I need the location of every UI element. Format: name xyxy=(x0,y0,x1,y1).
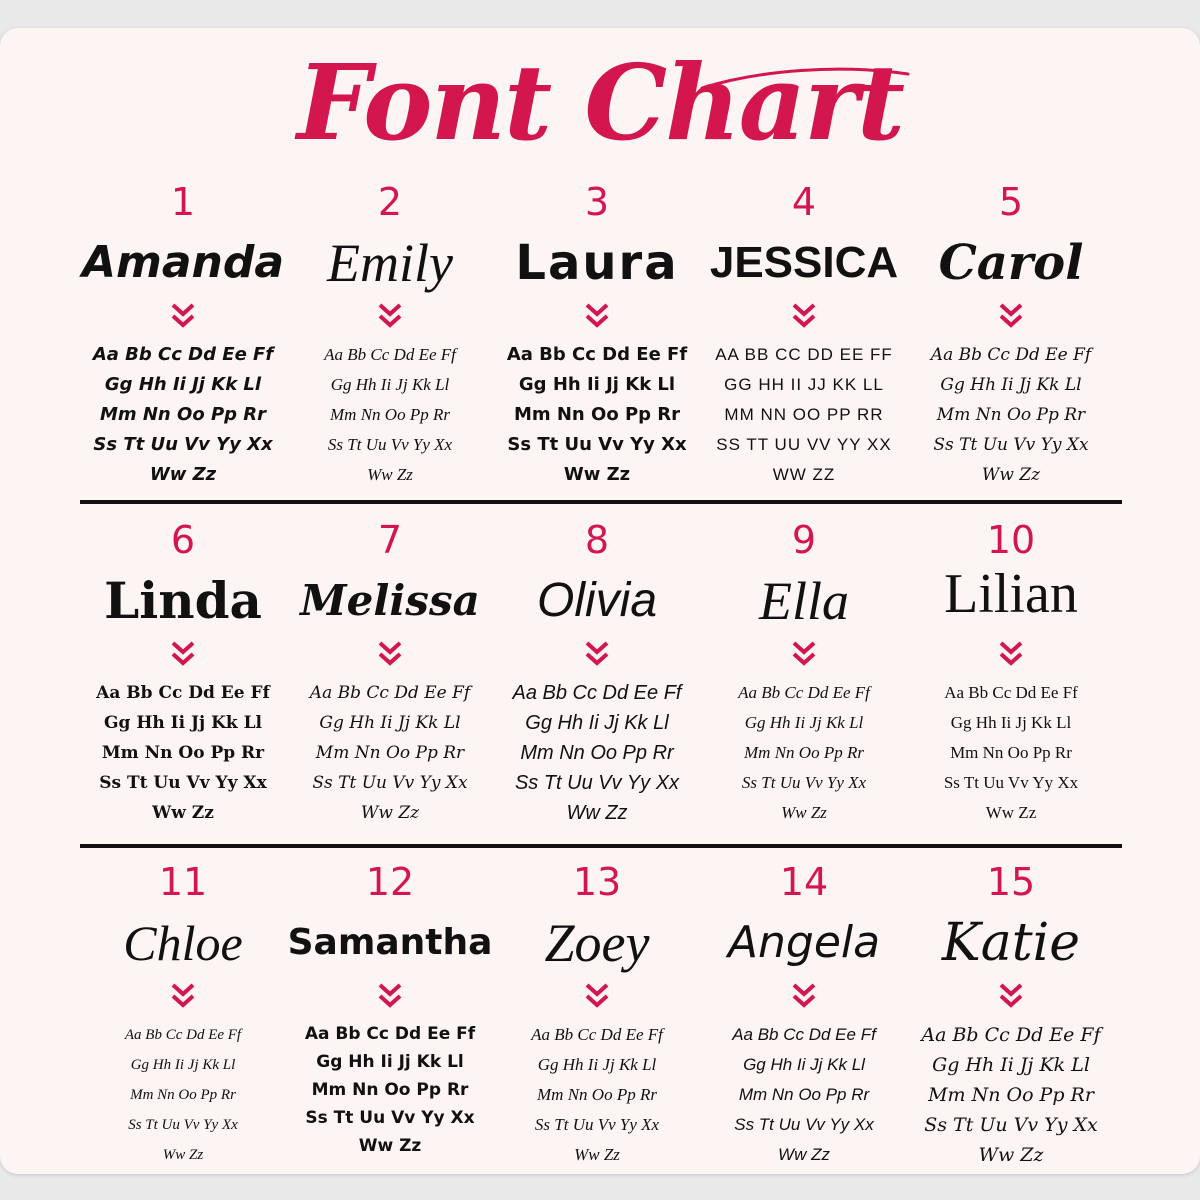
alphabet-line: Gg Hh Ii Jj Kk Ll xyxy=(525,712,669,734)
alphabet-sample xyxy=(908,340,1114,490)
font-number: 13 xyxy=(572,860,622,904)
font-sample-8 xyxy=(494,518,700,838)
double-chevron-down-icon xyxy=(789,982,819,1010)
alphabet-line: Ss Tt Uu Vv Yy Xx xyxy=(933,435,1089,455)
double-chevron-down-icon xyxy=(582,640,612,668)
font-name: Laura xyxy=(515,235,679,291)
alphabet-line: Ss Tt Uu Vv Yy Xx xyxy=(327,435,453,454)
alphabet-line: Ww Zz xyxy=(367,465,413,484)
double-chevron-down-icon xyxy=(789,302,819,330)
font-number: 14 xyxy=(779,860,829,904)
font-number: 4 xyxy=(791,180,817,224)
font-number: 11 xyxy=(158,860,208,904)
font-number: 1 xyxy=(170,180,196,224)
alphabet-line: WW ZZ xyxy=(772,465,836,484)
double-chevron-down-icon xyxy=(375,640,405,668)
alphabet-line: Ww Zz xyxy=(358,1136,422,1156)
alphabet-line: MM NN OO PP RR xyxy=(724,405,884,424)
font-sample-7 xyxy=(287,518,493,838)
alphabet-line: Mm Nn Oo Pp Rr xyxy=(130,1087,236,1103)
alphabet-line: Mm Nn Oo Pp Rr xyxy=(513,404,681,425)
alphabet-line: Ss Tt Uu Vv Yy Xx xyxy=(741,773,867,792)
alphabet-line: Aa Bb Cc Dd Ee Ff xyxy=(930,345,1092,365)
alphabet-line: Gg Hh Ii Jj Kk Ll xyxy=(319,713,461,733)
alphabet-line: Mm Nn Oo Pp Rr xyxy=(928,1084,1094,1106)
font-number: 2 xyxy=(377,180,403,224)
alphabet-line: Ww Zz xyxy=(978,1144,1044,1166)
alphabet-line: Aa Bb Cc Dd Ee Ff xyxy=(124,1027,242,1043)
font-name: Olivia xyxy=(536,574,658,627)
double-chevron-down-icon xyxy=(168,640,198,668)
font-sample-13 xyxy=(494,860,700,1170)
alphabet-line: Mm Nn Oo Pp Rr xyxy=(738,1085,870,1104)
alphabet-line: Gg Hh Ii Jj Kk Ll xyxy=(104,374,262,395)
alphabet-line: Gg Hh Ii Jj Kk Ll xyxy=(518,374,676,395)
alphabet-line: Aa Bb Cc Dd Ee Ff xyxy=(324,345,456,364)
alphabet-line: Ss Tt Uu Vv Yy Xx xyxy=(312,773,468,793)
font-number: 10 xyxy=(986,518,1036,562)
alphabet-line: Mm Nn Oo Pp Rr xyxy=(101,743,265,763)
alphabet-line: Ss Tt Uu Vv Yy Xx xyxy=(534,1115,660,1134)
alphabet-line: Ww Zz xyxy=(149,464,217,485)
alphabet-line: Ww Zz xyxy=(985,803,1037,822)
alphabet-line: AA BB CC DD EE FF xyxy=(715,345,893,364)
alphabet-line: Ww Zz xyxy=(563,464,631,485)
font-name: JESSICA xyxy=(709,238,899,287)
alphabet-sample xyxy=(908,678,1114,828)
row-divider xyxy=(80,844,1122,848)
alphabet-sample xyxy=(287,1020,493,1160)
alphabet-line: Mm Nn Oo Pp Rr xyxy=(520,742,674,764)
font-name: Lilian xyxy=(944,563,1078,625)
alphabet-sample xyxy=(287,340,493,490)
alphabet-line: Ss Tt Uu Vv Yy Xx xyxy=(507,434,687,455)
alphabet-line: Ww Zz xyxy=(566,802,628,824)
font-sample-4 xyxy=(701,180,907,490)
alphabet-sample xyxy=(80,1020,286,1170)
alphabet-line: Gg Hh Ii Jj Kk Ll xyxy=(104,713,262,733)
alphabet-line: Gg Hh Ii Jj Kk Ll xyxy=(932,1054,1090,1076)
alphabet-line: Gg Hh Ii Jj Kk Ll xyxy=(330,375,450,394)
double-chevron-down-icon xyxy=(996,982,1026,1010)
font-number: 5 xyxy=(998,180,1024,224)
double-chevron-down-icon xyxy=(996,302,1026,330)
alphabet-sample xyxy=(494,340,700,490)
font-number: 12 xyxy=(365,860,415,904)
font-sample-14 xyxy=(701,860,907,1170)
alphabet-line: Ss Tt Uu Vv Yy Xx xyxy=(924,1114,1098,1136)
font-name: Katie xyxy=(941,913,1081,973)
font-sample-9 xyxy=(701,518,907,838)
alphabet-line: Aa Bb Cc Dd Ee Ff xyxy=(531,1025,663,1044)
font-number: 6 xyxy=(170,518,196,562)
alphabet-line: Mm Nn Oo Pp Rr xyxy=(330,405,450,424)
font-number: 7 xyxy=(377,518,403,562)
alphabet-line: Gg Hh Ii Jj Kk Ll xyxy=(130,1057,236,1073)
alphabet-line: Mm Nn Oo Pp Rr xyxy=(99,404,267,425)
alphabet-line: Mm Nn Oo Pp Rr xyxy=(950,743,1072,762)
font-sample-6 xyxy=(80,518,286,838)
alphabet-line: Aa Bb Cc Dd Ee Ff xyxy=(96,683,270,703)
font-sample-10 xyxy=(908,518,1114,838)
alphabet-line: Ss Tt Uu Vv Yy Xx xyxy=(128,1117,238,1133)
font-sample-12 xyxy=(287,860,493,1170)
font-sample-11 xyxy=(80,860,286,1170)
title-swash-icon xyxy=(700,62,910,92)
font-number: 9 xyxy=(791,518,817,562)
alphabet-line: Gg Hh Ii Jj Kk Ll xyxy=(743,1055,865,1074)
alphabet-line: Mm Nn Oo Pp Rr xyxy=(936,405,1086,425)
alphabet-line: Ww Zz xyxy=(152,803,214,823)
font-name: Ella xyxy=(759,571,849,631)
double-chevron-down-icon xyxy=(168,302,198,330)
double-chevron-down-icon xyxy=(996,640,1026,668)
alphabet-sample xyxy=(80,340,286,490)
alphabet-line: Ww Zz xyxy=(574,1145,620,1164)
font-number: 8 xyxy=(584,518,610,562)
alphabet-sample xyxy=(80,678,286,828)
alphabet-line: Gg Hh Ii Jj Kk Ll xyxy=(316,1052,464,1072)
alphabet-line: Ww Zz xyxy=(360,803,420,823)
alphabet-line: Gg Hh Ii Jj Kk Ll xyxy=(537,1055,657,1074)
alphabet-line: Aa Bb Cc Dd Ee Ff xyxy=(738,683,870,702)
alphabet-line: Ss Tt Uu Vv Yy Xx xyxy=(514,772,680,794)
alphabet-sample xyxy=(287,678,493,828)
alphabet-sample xyxy=(494,1020,700,1170)
alphabet-line: Ss Tt Uu Vv Yy Xx xyxy=(943,773,1079,792)
alphabet-line: Ss Tt Uu Vv Yy Xx xyxy=(734,1115,874,1134)
alphabet-line: Ww Zz xyxy=(781,803,827,822)
font-name: Angela xyxy=(727,917,881,968)
font-number: 3 xyxy=(584,180,610,224)
font-name: Emily xyxy=(327,233,453,293)
alphabet-line: Mm Nn Oo Pp Rr xyxy=(311,1080,469,1100)
alphabet-line: Ss Tt Uu Vv Yy Xx xyxy=(305,1108,475,1128)
font-name: Chloe xyxy=(123,915,243,971)
alphabet-line: Mm Nn Oo Pp Rr xyxy=(315,743,465,763)
font-sample-5 xyxy=(908,180,1114,490)
font-name: Zoey xyxy=(544,913,650,973)
alphabet-line: Ss Tt Uu Vv Yy Xx xyxy=(93,434,273,455)
alphabet-line: Ss Tt Uu Vv Yy Xx xyxy=(99,773,267,793)
double-chevron-down-icon xyxy=(582,302,612,330)
font-sample-1 xyxy=(80,180,286,490)
font-name: Melissa xyxy=(300,576,480,625)
alphabet-line: Ww Zz xyxy=(981,465,1041,485)
alphabet-line: Aa Bb Cc Dd Ee Ff xyxy=(92,344,274,365)
font-name: Linda xyxy=(104,571,262,630)
alphabet-sample xyxy=(701,340,907,490)
page-title: Font Chart xyxy=(297,41,903,164)
font-name: Carol xyxy=(938,235,1084,291)
alphabet-line: Aa Bb Cc Dd Ee Ff xyxy=(304,1024,476,1044)
double-chevron-down-icon xyxy=(375,302,405,330)
font-sample-2 xyxy=(287,180,493,490)
alphabet-line: Mm Nn Oo Pp Rr xyxy=(744,743,864,762)
font-number: 15 xyxy=(986,860,1036,904)
alphabet-line: Ww Zz xyxy=(162,1147,204,1163)
alphabet-line: Gg Hh Ii Jj Kk Ll xyxy=(950,713,1072,732)
font-sample-3 xyxy=(494,180,700,490)
font-name: Amanda xyxy=(81,237,285,288)
alphabet-line: Gg Hh Ii Jj Kk Ll xyxy=(744,713,864,732)
alphabet-line: Aa Bb Cc Dd Ee Ff xyxy=(732,1025,876,1044)
alphabet-line: Ww Zz xyxy=(778,1145,830,1164)
alphabet-sample xyxy=(494,678,700,828)
double-chevron-down-icon xyxy=(168,982,198,1010)
alphabet-line: Mm Nn Oo Pp Rr xyxy=(537,1085,657,1104)
alphabet-sample xyxy=(701,678,907,828)
alphabet-line: Aa Bb Cc Dd Ee Ff xyxy=(309,683,471,703)
alphabet-line: Aa Bb Cc Dd Ee Ff xyxy=(944,683,1078,702)
double-chevron-down-icon xyxy=(375,982,405,1010)
alphabet-line: GG HH II JJ KK LL xyxy=(724,375,884,394)
alphabet-line: Aa Bb Cc Dd Ee Ff xyxy=(512,682,682,704)
font-sample-15 xyxy=(908,860,1114,1170)
alphabet-line: Aa Bb Cc Dd Ee Ff xyxy=(506,344,688,365)
alphabet-line: Aa Bb Cc Dd Ee Ff xyxy=(921,1024,1101,1046)
alphabet-sample xyxy=(908,1020,1114,1170)
alphabet-line: SS TT UU VV YY XX xyxy=(716,435,892,454)
row-divider xyxy=(80,500,1122,504)
font-name: Samantha xyxy=(287,922,493,963)
alphabet-sample xyxy=(701,1020,907,1170)
double-chevron-down-icon xyxy=(789,640,819,668)
double-chevron-down-icon xyxy=(582,982,612,1010)
alphabet-line: Gg Hh Ii Jj Kk Ll xyxy=(940,375,1082,395)
